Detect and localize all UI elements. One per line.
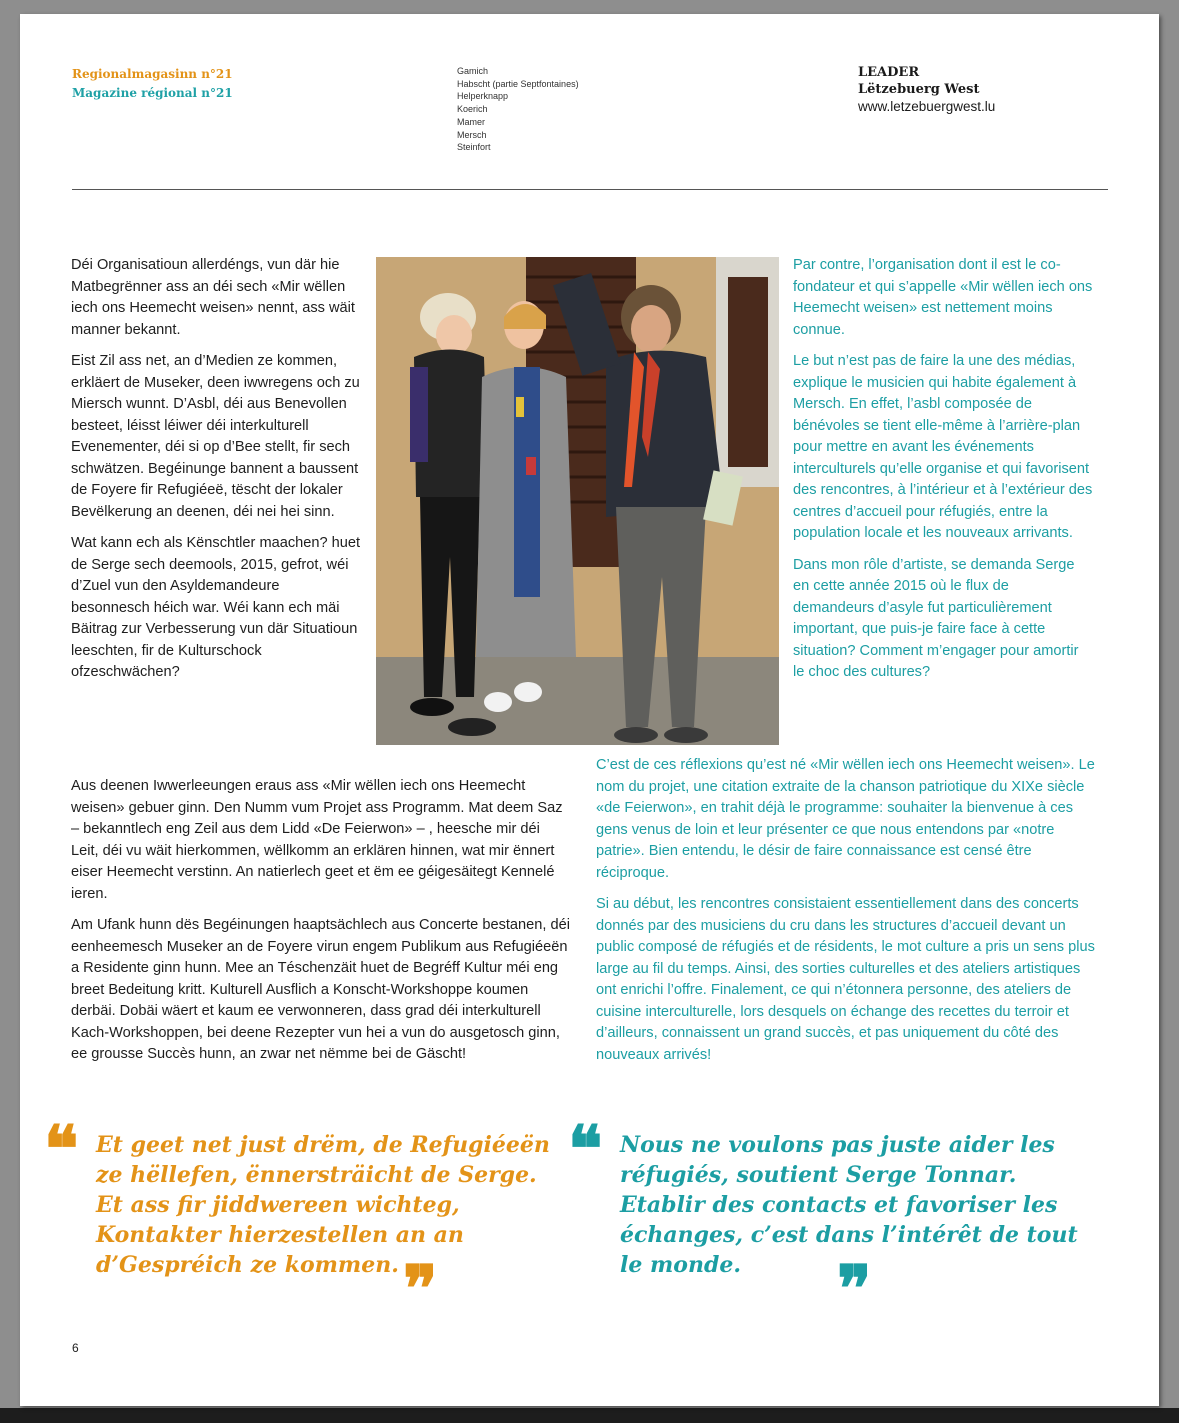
paragraph-lu: Am Ufank hunn dës Begéinungen haaptsächlech aus Concerte bestanen, déi eenheemesch Museker an de Foyere virun engem Publikum aus Refugiéeën a Residente ginn hunn. Mee an Téschenzäit huet de Begréff Kultur méi eng breet Bedeitung kritt. Kulturell Ausflich a Konscht-Workshoppe koumen derbäi. Dobäi wäert et kaum ee verwonneren, dass grad déi interkulturell Kach-Workshoppen, bei deene Rezepter vun hei a vun do ausgetosch ginn, ee grousse Succès hunn, an zwar net nëmme bei de Gäscht!: [71, 917, 570, 1062]
article-fr-column-2: [596, 755, 1096, 1076]
paragraph-fr: Par contre, l’organisation dont il est le co-fondateur et qui s’appelle «Mir wëllen iech ons Heemecht weisen» est nettement moins connue.: [793, 257, 1093, 338]
communes-list: [457, 65, 579, 154]
magazine-title-lu: Regionalmagasinn n°21: [72, 67, 233, 81]
pull-quote-fr: Nous ne voulons pas juste aider les réfugiés, soutient Serge Tonnar. Etablir des contacts et favoriser les échanges, c’est dans l’intérêt de tout le monde.: [620, 1132, 1078, 1278]
paragraph-fr: C’est de ces réflexions qu’est né «Mir wëllen iech ons Heemecht weisen». Le nom du projet, une citation extraite de la chanson patriotique du XIXe siècle «de Feierwon», en trahit déjà le programme: souhaiter la bienvenue à ces gens venus de loin et leur présenter ce que nous entendons par «notre patrie». Bien entendu, le désir de faire connaissance est censé être réciproque.: [596, 757, 1095, 881]
leader-title: LEADER: [858, 65, 920, 80]
magazine-title-fr: Magazine régional n°21: [72, 86, 233, 100]
leader-region: Lëtzebuerg West: [858, 82, 980, 97]
header-divider: [72, 189, 1108, 190]
website-link[interactable]: www.letzebuergwest.lu: [858, 99, 996, 114]
pull-quote-lu: Et geet net just drëm, de Refugiéeën ze hëllefen, ënnersträicht de Serge. Et ass fir jiddwereen wichteg, Kontakter hierzestellen an an d’Gespréich ze kommen.: [96, 1132, 550, 1278]
commune-item: Habscht (partie Septfontaines): [457, 78, 579, 89]
commune-item: Helperknapp: [457, 91, 509, 102]
open-quote-mark-icon: ❝: [44, 1112, 79, 1187]
leader-block: [858, 64, 995, 115]
magazine-title: [72, 65, 233, 103]
paragraph-lu: Déi Organisatioun allerdéngs, vun där hie Matbegrënner ass an déi sech «Mir wëllen iech ons Heemecht weisen» nennt, ass wäit manner bekannt.: [71, 257, 355, 338]
magazine-page[interactable]: [20, 14, 1159, 1406]
paragraph-fr: Dans mon rôle d’artiste, se demanda Serge en cette année 2015 où le flux de demandeurs d’asyle fut particulièrement important, que puis-je faire face à cette situation? Comment m’engager pour amortir le choc des cultures?: [793, 556, 1079, 680]
paragraph-fr: Le but n’est pas de faire la une des médias, explique le musicien qui habite également à Mersch. En effet, l’asbl composée de bénévoles se tient elle-même à l’arrière-plan pour mettre en avant les événements interculturels qu’elle organise et qui favorisent des rencontres, à l’intérieur et à l’extérieur des centres d’accueil pour réfugiés, entre la population locale et les nouveaux arrivants.: [793, 353, 1093, 541]
close-quote-mark-icon: ❞: [403, 1252, 438, 1327]
commune-item: Steinfort: [457, 142, 491, 153]
photo-three-people: [376, 257, 779, 745]
close-quote-mark-icon: ❞: [837, 1252, 872, 1327]
bottom-strip: [0, 1408, 1179, 1423]
article-fr-column-1: [793, 255, 1093, 694]
paragraph-lu: Wat kann ech als Kënschtler maachen? huet de Serge sech deemools, 2015, gefrot, wéi d’Zuel vun den Asyldemandeure besonnesch héich war. Wéi kann ech mäi Bäitrag zur Verbesserung vun där Situatioun leeschten, fir de Kulturschock ofzeschwächen?: [71, 535, 361, 680]
article-lu-column-1: [71, 255, 361, 694]
commune-item: Mamer: [457, 116, 486, 127]
paragraph-fr: Si au début, les rencontres consistaient essentiellement dans des concerts donnés par des musiciens du cru dans les structures d’accueil devant un public composé de réfugiés et de résidents, le mot culture a pris un sens plus large au fil du temps. Ainsi, des sorties culturelles et des ateliers artistiques ont enrichi l’offre. Finalement, ce qui n’étonnera personne, des ateliers de cuisine interculturelle, lors desquels on échange des recettes du terroir et d’ailleurs, connaissent un grand succès, et pas uniquement du côté des nouveaux arrivés!: [596, 896, 1095, 1063]
article-lu-column-2: [71, 776, 571, 1076]
commune-item: Mersch: [457, 129, 487, 140]
page-number: 6: [72, 1341, 79, 1355]
paragraph-lu: Aus deenen Iwwerleeungen eraus ass «Mir wëllen iech ons Heemecht weisen» gebuer ginn. Den Numm vum Projet ass Programm. Mat deem Saz – bekanntlech eng Zeil aus dem Lidd «De Feierwon» – , heesche mir déi Leit, déi vu wäit hierkommen, wëllkomm an erklären hinnen, wat mir ënnert eiser Heemecht verstinn. An natierlech geet et ëm ee géigesäitegt Kennelé ieren.: [71, 778, 563, 902]
paragraph-lu: Eist Zil ass net, an d’Medien ze kommen, erkläert de Museker, deen iwwregens och zu Miersch wunnt. D’Asbl, déi aus Benevollen besteet, léisst léiwer déi interkulturell Evenementer, déi si op d’Bee stellt, fir sech schwätzen. Begéinunge bannent a baussent de Foyere fir Refugiéeë, tëscht der lokaler Bevëlkerung an deenen, déi nei hei sinn.: [71, 353, 360, 520]
commune-item: Gamich: [457, 66, 489, 76]
photo-illustration: [376, 257, 779, 745]
commune-item: Koerich: [457, 104, 488, 115]
open-quote-mark-icon: ❝: [568, 1112, 603, 1187]
